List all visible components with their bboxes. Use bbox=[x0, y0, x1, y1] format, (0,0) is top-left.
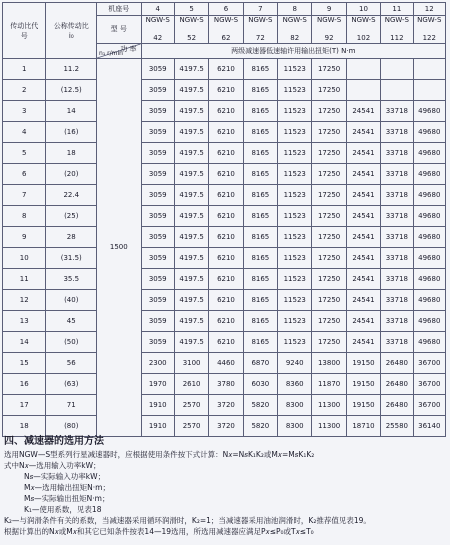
table-row bbox=[3, 290, 446, 311]
torque-cell: 11523 bbox=[278, 227, 312, 248]
seat-cell: 11 bbox=[381, 3, 413, 16]
torque-cell: 17250 bbox=[312, 206, 346, 227]
torque-cell: 4197.5 bbox=[174, 227, 208, 248]
torque-cell: 6210 bbox=[209, 101, 243, 122]
torque-cell: 4460 bbox=[209, 353, 243, 374]
seat-cell: 12 bbox=[413, 3, 445, 16]
torque-cell: 3059 bbox=[141, 290, 174, 311]
torque-cell: 11523 bbox=[278, 290, 312, 311]
row-ratio: (20) bbox=[46, 164, 97, 185]
torque-cell: 6210 bbox=[209, 227, 243, 248]
torque-cell: 5820 bbox=[243, 395, 277, 416]
torque-cell: 33718 bbox=[381, 101, 413, 122]
header-speed: n₁ r/min bbox=[99, 50, 123, 57]
torque-cell: 8165 bbox=[243, 269, 277, 290]
torque-cell: 24541 bbox=[346, 185, 380, 206]
header-ratio bbox=[46, 3, 97, 59]
torque-cell: 8165 bbox=[243, 101, 277, 122]
torque-cell: 17250 bbox=[312, 332, 346, 353]
torque-cell: 11523 bbox=[278, 248, 312, 269]
row-code: 17 bbox=[3, 395, 46, 416]
row-ratio: 45 bbox=[46, 311, 97, 332]
torque-cell bbox=[413, 80, 445, 101]
torque-cell: 49680 bbox=[413, 101, 445, 122]
torque-cell: 11523 bbox=[278, 311, 312, 332]
torque-cell: 4197.5 bbox=[174, 290, 208, 311]
header-seat: 机座号 bbox=[97, 3, 142, 16]
row-code: 5 bbox=[3, 143, 46, 164]
torque-cell: 3720 bbox=[209, 416, 243, 437]
table-row bbox=[3, 353, 446, 374]
torque-cell: 33718 bbox=[381, 269, 413, 290]
torque-cell: 11523 bbox=[278, 185, 312, 206]
row-code: 1 bbox=[3, 59, 46, 80]
seat-cell: 9 bbox=[312, 3, 346, 16]
torque-cell bbox=[381, 80, 413, 101]
torque-cell: 33718 bbox=[381, 227, 413, 248]
torque-cell: 2570 bbox=[174, 395, 208, 416]
torque-cell: 6210 bbox=[209, 122, 243, 143]
table-row bbox=[3, 206, 446, 227]
torque-cell: 9240 bbox=[278, 353, 312, 374]
torque-cell: 17250 bbox=[312, 290, 346, 311]
torque-cell: 6210 bbox=[209, 164, 243, 185]
model-cell bbox=[174, 16, 208, 44]
row-ratio: 18 bbox=[46, 143, 97, 164]
torque-cell: 2570 bbox=[174, 416, 208, 437]
torque-cell: 19150 bbox=[346, 353, 380, 374]
power-speed-header bbox=[97, 44, 142, 59]
header-torque: 两级减速器低速轴许用输出扭矩(T) N·m bbox=[141, 44, 445, 59]
torque-cell: 3059 bbox=[141, 143, 174, 164]
seat-cell: 10 bbox=[346, 3, 380, 16]
torque-cell: 8165 bbox=[243, 185, 277, 206]
torque-cell: 6210 bbox=[209, 248, 243, 269]
torque-cell: 6210 bbox=[209, 269, 243, 290]
torque-cell: 3059 bbox=[141, 206, 174, 227]
torque-cell: 6210 bbox=[209, 332, 243, 353]
model-top: NGW-S bbox=[213, 16, 239, 24]
torque-cell: 8165 bbox=[243, 59, 277, 80]
torque-cell: 17250 bbox=[312, 269, 346, 290]
torque-cell: 24541 bbox=[346, 269, 380, 290]
torque-cell: 4197.5 bbox=[174, 332, 208, 353]
torque-cell: 24541 bbox=[346, 248, 380, 269]
model-top: NGW-S bbox=[384, 16, 409, 24]
model-bot: 92 bbox=[324, 34, 334, 42]
torque-cell: 4197.5 bbox=[174, 101, 208, 122]
torque-cell: 17250 bbox=[312, 80, 346, 101]
header-code: 传动比代号 bbox=[3, 3, 46, 59]
torque-cell: 49680 bbox=[413, 164, 445, 185]
torque-cell: 8165 bbox=[243, 248, 277, 269]
torque-cell: 4197.5 bbox=[174, 122, 208, 143]
torque-cell: 6210 bbox=[209, 185, 243, 206]
torque-cell: 13800 bbox=[312, 353, 346, 374]
torque-cell: 3059 bbox=[141, 227, 174, 248]
row-ratio: 71 bbox=[46, 395, 97, 416]
row-code: 6 bbox=[3, 164, 46, 185]
torque-cell bbox=[346, 59, 380, 80]
torque-cell: 11523 bbox=[278, 122, 312, 143]
torque-cell: 11523 bbox=[278, 101, 312, 122]
table-row bbox=[3, 332, 446, 353]
row-ratio: 35.5 bbox=[46, 269, 97, 290]
torque-cell bbox=[346, 80, 380, 101]
row-code: 14 bbox=[3, 332, 46, 353]
torque-cell: 8165 bbox=[243, 227, 277, 248]
torque-cell: 11870 bbox=[312, 374, 346, 395]
row-ratio: 56 bbox=[46, 353, 97, 374]
row-code: 9 bbox=[3, 227, 46, 248]
torque-cell: 11523 bbox=[278, 59, 312, 80]
row-ratio: (40) bbox=[46, 290, 97, 311]
row-code: 7 bbox=[3, 185, 46, 206]
model-cell bbox=[312, 16, 346, 44]
torque-cell: 11523 bbox=[278, 164, 312, 185]
model-bot: 52 bbox=[187, 34, 197, 42]
text-line: 根据计算出的N𝑥或M𝑥和其它已知条件按表14—19选用，所选用减速器应满足P𝑥≤P₀或T𝑥≤T₀ bbox=[4, 527, 314, 536]
model-cell bbox=[413, 16, 445, 44]
row-ratio: 14 bbox=[46, 101, 97, 122]
torque-cell: 3059 bbox=[141, 59, 174, 80]
table-row bbox=[3, 101, 446, 122]
seat-cell: 7 bbox=[243, 3, 277, 16]
model-top: NGW-S bbox=[316, 16, 342, 24]
text-line: K₁—使用系数，见表18 bbox=[24, 505, 102, 514]
torque-table bbox=[2, 2, 446, 437]
torque-cell: 17250 bbox=[312, 143, 346, 164]
seat-cell: 6 bbox=[209, 3, 243, 16]
torque-cell: 49680 bbox=[413, 122, 445, 143]
torque-cell: 8165 bbox=[243, 122, 277, 143]
table-row bbox=[3, 164, 446, 185]
torque-cell: 6210 bbox=[209, 311, 243, 332]
text-line: N𝑠—实际输入功率kW； bbox=[24, 472, 106, 481]
torque-cell: 26480 bbox=[381, 374, 413, 395]
torque-cell: 33718 bbox=[381, 206, 413, 227]
torque-cell: 36700 bbox=[413, 395, 445, 416]
torque-cell: 3059 bbox=[141, 80, 174, 101]
model-cell bbox=[209, 16, 243, 44]
speed-cell: 1500 bbox=[97, 59, 142, 437]
torque-cell: 17250 bbox=[312, 164, 346, 185]
torque-cell: 3059 bbox=[141, 185, 174, 206]
torque-cell: 17250 bbox=[312, 185, 346, 206]
model-bot: 62 bbox=[221, 34, 231, 42]
model-cell bbox=[141, 16, 174, 44]
torque-cell: 3059 bbox=[141, 101, 174, 122]
torque-cell: 24541 bbox=[346, 227, 380, 248]
model-cell bbox=[278, 16, 312, 44]
torque-cell: 1910 bbox=[141, 416, 174, 437]
torque-cell: 3720 bbox=[209, 395, 243, 416]
torque-cell: 26480 bbox=[381, 353, 413, 374]
table-row bbox=[3, 416, 446, 437]
torque-cell: 4197.5 bbox=[174, 80, 208, 101]
text-line: M𝑠—实际输出扭矩N·m； bbox=[24, 494, 110, 503]
torque-cell: 24541 bbox=[346, 311, 380, 332]
torque-cell: 49680 bbox=[413, 206, 445, 227]
torque-cell: 11523 bbox=[278, 332, 312, 353]
torque-cell: 49680 bbox=[413, 269, 445, 290]
torque-cell: 6210 bbox=[209, 143, 243, 164]
torque-cell: 33718 bbox=[381, 185, 413, 206]
torque-cell: 33718 bbox=[381, 248, 413, 269]
table-row bbox=[3, 143, 446, 164]
row-code: 10 bbox=[3, 248, 46, 269]
torque-cell: 49680 bbox=[413, 332, 445, 353]
table-row bbox=[3, 227, 446, 248]
section-title: 四、减速器的选用方法 bbox=[4, 436, 104, 447]
torque-cell: 6210 bbox=[209, 59, 243, 80]
torque-cell: 3059 bbox=[141, 164, 174, 185]
torque-cell: 24541 bbox=[346, 101, 380, 122]
torque-cell: 49680 bbox=[413, 311, 445, 332]
torque-cell: 1910 bbox=[141, 395, 174, 416]
row-ratio: (16) bbox=[46, 122, 97, 143]
torque-cell: 49680 bbox=[413, 227, 445, 248]
model-top: NGW-S bbox=[282, 16, 307, 24]
selection-method bbox=[4, 435, 448, 537]
torque-cell: 6210 bbox=[209, 206, 243, 227]
torque-cell: 19150 bbox=[346, 374, 380, 395]
torque-cell: 8165 bbox=[243, 164, 277, 185]
torque-cell: 8300 bbox=[278, 395, 312, 416]
table-row bbox=[3, 374, 446, 395]
row-ratio: (31.5) bbox=[46, 248, 97, 269]
torque-cell: 17250 bbox=[312, 227, 346, 248]
torque-cell: 11523 bbox=[278, 206, 312, 227]
model-bot: 122 bbox=[422, 34, 436, 42]
seat-cell: 4 bbox=[141, 3, 174, 16]
table-row bbox=[3, 395, 446, 416]
torque-cell: 8165 bbox=[243, 290, 277, 311]
torque-cell: 24541 bbox=[346, 143, 380, 164]
torque-cell: 3100 bbox=[174, 353, 208, 374]
torque-cell: 8300 bbox=[278, 416, 312, 437]
torque-cell: 5820 bbox=[243, 416, 277, 437]
table-row bbox=[3, 185, 446, 206]
row-code: 11 bbox=[3, 269, 46, 290]
torque-cell: 11300 bbox=[312, 416, 346, 437]
torque-cell: 26480 bbox=[381, 395, 413, 416]
torque-cell: 3059 bbox=[141, 332, 174, 353]
torque-cell: 17250 bbox=[312, 311, 346, 332]
model-top: NGW-S bbox=[145, 16, 170, 24]
torque-cell: 18710 bbox=[346, 416, 380, 437]
torque-cell: 49680 bbox=[413, 248, 445, 269]
torque-cell: 33718 bbox=[381, 332, 413, 353]
torque-cell: 49680 bbox=[413, 290, 445, 311]
torque-cell: 6870 bbox=[243, 353, 277, 374]
row-code: 18 bbox=[3, 416, 46, 437]
table-row bbox=[3, 248, 446, 269]
row-ratio: (80) bbox=[46, 416, 97, 437]
row-code: 8 bbox=[3, 206, 46, 227]
header-ratio-symbol: i₀ bbox=[68, 31, 74, 40]
row-code: 15 bbox=[3, 353, 46, 374]
row-ratio: 28 bbox=[46, 227, 97, 248]
torque-cell: 6210 bbox=[209, 80, 243, 101]
torque-cell: 17250 bbox=[312, 101, 346, 122]
table-row bbox=[3, 80, 446, 101]
torque-cell: 49680 bbox=[413, 185, 445, 206]
torque-cell: 24541 bbox=[346, 332, 380, 353]
table-row bbox=[3, 122, 446, 143]
text-line: 式中N𝑥—选用输入功率kW； bbox=[4, 461, 101, 470]
row-ratio: (50) bbox=[46, 332, 97, 353]
torque-cell: 24541 bbox=[346, 122, 380, 143]
torque-cell: 24541 bbox=[346, 206, 380, 227]
torque-cell: 8165 bbox=[243, 80, 277, 101]
row-ratio: (25) bbox=[46, 206, 97, 227]
torque-cell: 8165 bbox=[243, 143, 277, 164]
torque-cell: 4197.5 bbox=[174, 269, 208, 290]
model-cell bbox=[243, 16, 277, 44]
torque-cell: 33718 bbox=[381, 164, 413, 185]
header-ratio-label: 公称传动比 bbox=[53, 21, 89, 30]
torque-cell: 3059 bbox=[141, 122, 174, 143]
model-cell bbox=[381, 16, 413, 44]
text-line: M𝑥—选用输出扭矩N·m； bbox=[24, 483, 110, 492]
row-code: 4 bbox=[3, 122, 46, 143]
seat-cell: 8 bbox=[278, 3, 312, 16]
torque-cell: 3059 bbox=[141, 248, 174, 269]
torque-cell: 17250 bbox=[312, 248, 346, 269]
text-line: K₂—与润滑条件有关的系数，当减速器采用循环润滑时，K₂=1；当减速器采用油池润滑时，K₂推荐值见表19。 bbox=[4, 516, 371, 525]
torque-cell: 24541 bbox=[346, 164, 380, 185]
torque-cell: 11523 bbox=[278, 80, 312, 101]
row-ratio: 22.4 bbox=[46, 185, 97, 206]
torque-cell: 8165 bbox=[243, 206, 277, 227]
torque-cell: 3059 bbox=[141, 269, 174, 290]
torque-cell bbox=[381, 59, 413, 80]
torque-cell: 33718 bbox=[381, 122, 413, 143]
torque-cell: 4197.5 bbox=[174, 164, 208, 185]
model-bot: 102 bbox=[356, 34, 371, 42]
torque-cell bbox=[413, 59, 445, 80]
torque-cell: 6030 bbox=[243, 374, 277, 395]
row-ratio: (12.5) bbox=[46, 80, 97, 101]
table-row bbox=[3, 59, 446, 80]
torque-cell: 2300 bbox=[141, 353, 174, 374]
torque-cell: 4197.5 bbox=[174, 59, 208, 80]
torque-cell: 4197.5 bbox=[174, 185, 208, 206]
torque-cell: 1970 bbox=[141, 374, 174, 395]
torque-cell: 8165 bbox=[243, 311, 277, 332]
torque-cell: 4197.5 bbox=[174, 311, 208, 332]
torque-cell: 33718 bbox=[381, 311, 413, 332]
torque-cell: 11300 bbox=[312, 395, 346, 416]
model-bot: 82 bbox=[290, 34, 300, 42]
torque-cell: 36700 bbox=[413, 353, 445, 374]
model-bot: 72 bbox=[255, 34, 265, 42]
model-bot: 42 bbox=[153, 34, 163, 42]
torque-cell: 2610 bbox=[174, 374, 208, 395]
torque-cell: 36700 bbox=[413, 374, 445, 395]
torque-cell: 17250 bbox=[312, 59, 346, 80]
model-top: NGW-S bbox=[179, 16, 204, 24]
torque-cell: 4197.5 bbox=[174, 248, 208, 269]
torque-cell: 33718 bbox=[381, 290, 413, 311]
model-top: NGW-S bbox=[248, 16, 273, 24]
torque-cell: 3780 bbox=[209, 374, 243, 395]
model-top: NGW-S bbox=[417, 16, 442, 24]
row-code: 13 bbox=[3, 311, 46, 332]
model-top: NGW-S bbox=[351, 16, 376, 24]
torque-cell: 6210 bbox=[209, 290, 243, 311]
row-code: 2 bbox=[3, 80, 46, 101]
row-code: 3 bbox=[3, 101, 46, 122]
torque-cell: 4197.5 bbox=[174, 143, 208, 164]
torque-cell: 17250 bbox=[312, 122, 346, 143]
torque-cell: 25580 bbox=[381, 416, 413, 437]
model-cell bbox=[346, 16, 380, 44]
table-body bbox=[3, 59, 446, 437]
torque-cell: 8165 bbox=[243, 332, 277, 353]
torque-cell: 4197.5 bbox=[174, 206, 208, 227]
text-line: 选用NGW—S型系列行星减速器时，应根据使用条件按下式计算：N𝑥=N𝑠K₁K₂或M𝑥=M𝑠K₁K₂ bbox=[4, 450, 315, 459]
torque-cell: 11523 bbox=[278, 269, 312, 290]
row-code: 12 bbox=[3, 290, 46, 311]
table-row bbox=[3, 311, 446, 332]
row-ratio: (63) bbox=[46, 374, 97, 395]
torque-cell: 11523 bbox=[278, 143, 312, 164]
header-model: 型 号 bbox=[97, 16, 142, 44]
row-code: 16 bbox=[3, 374, 46, 395]
row-ratio: 11.2 bbox=[46, 59, 97, 80]
torque-cell: 8360 bbox=[278, 374, 312, 395]
torque-cell: 33718 bbox=[381, 143, 413, 164]
table-row bbox=[3, 269, 446, 290]
torque-cell: 49680 bbox=[413, 143, 445, 164]
torque-cell: 36140 bbox=[413, 416, 445, 437]
model-bot: 112 bbox=[390, 34, 404, 42]
torque-cell: 24541 bbox=[346, 290, 380, 311]
header-power: 功 率 bbox=[120, 45, 137, 53]
torque-cell: 19150 bbox=[346, 395, 380, 416]
torque-cell: 3059 bbox=[141, 311, 174, 332]
seat-cell: 5 bbox=[174, 3, 208, 16]
